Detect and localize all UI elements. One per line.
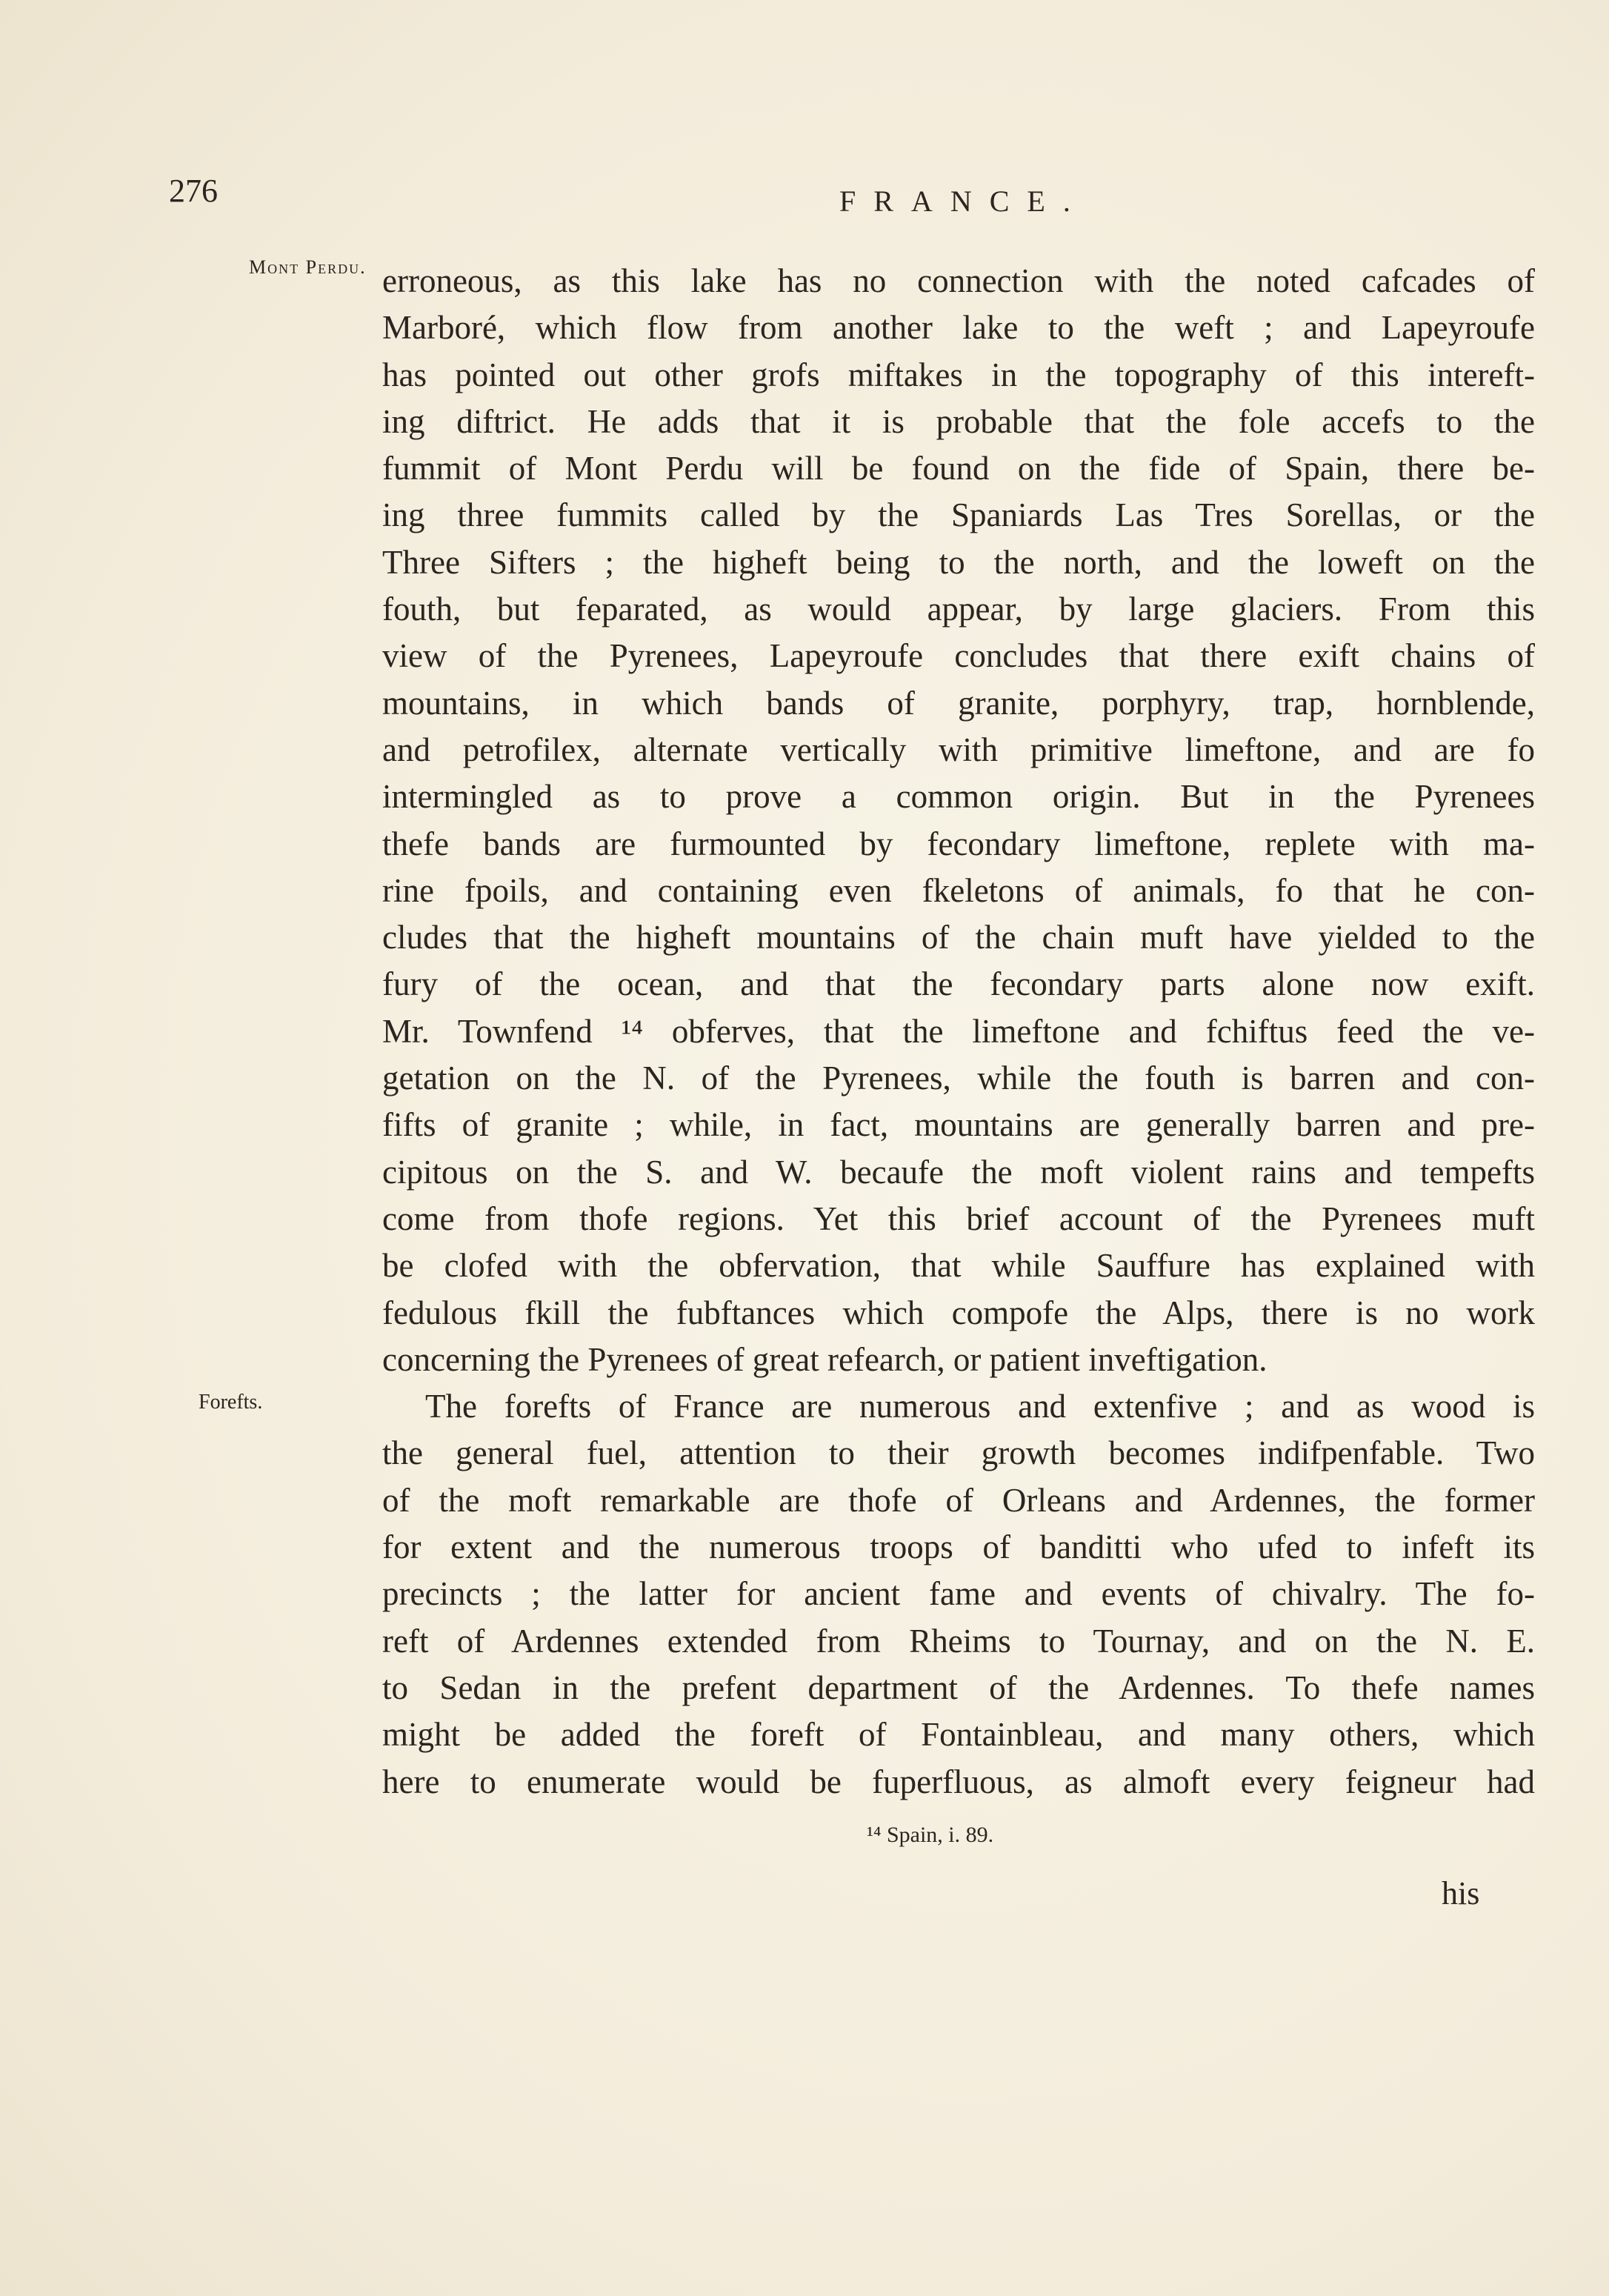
text-line: reft of Ardennes extended from Rheims to Tournay, and on the N. E. [382, 1622, 1535, 1660]
text-line: rine fpoils, and containing even fkeletons of animals, fo that he con- [382, 871, 1535, 909]
sidenote-mont-perdu: Mont Perdu. [249, 256, 367, 278]
text-line: The forefts of France are numerous and extenfive ; and as wood is [425, 1388, 1535, 1425]
body-text [382, 258, 1535, 1806]
text-line: might be added the foreft of Fontainbleau, and many others, which [382, 1716, 1535, 1754]
footnote: ¹⁴ Spain, i. 89. [867, 1823, 994, 1847]
text-line: fouth, but feparated, as would appear, by large glaciers. From this [382, 590, 1535, 628]
text-line: getation on the N. of the Pyrenees, while the fouth is barren and con- [382, 1059, 1535, 1097]
text-line: mountains, in which bands of granite, porphyry, trap, hornblende, [382, 684, 1535, 722]
text-line: has pointed out other grofs miftakes in the topography of this intereft- [382, 356, 1535, 393]
text-line: here to enumerate would be fuperfluous, as almoft every feigneur had [382, 1763, 1535, 1800]
text-line: precincts ; the latter for ancient fame and events of chivalry. The fo- [382, 1575, 1535, 1613]
text-line: be clofed with the obfervation, that while Sauffure has explained with [382, 1247, 1535, 1285]
text-line: fummit of Mont Perdu will be found on the fide of Spain, there be- [382, 450, 1535, 488]
text-line: concerning the Pyrenees of great refearch, or patient inveftigation. [382, 1340, 1267, 1378]
text-line: of the moft remarkable are thofe of Orleans and Ardennes, the former [382, 1481, 1535, 1519]
text-line: come from thofe regions. Yet this brief account of the Pyrenees muft [382, 1199, 1535, 1237]
text-line: fifts of granite ; while, in fact, mountains are generally barren and pre- [382, 1106, 1535, 1144]
text-line: Three Sifters ; the higheft being to the north, and the loweft on the [382, 543, 1535, 581]
text-line: intermingled as to prove a common origin. But in the Pyrenees [382, 778, 1535, 816]
text-line: view of the Pyrenees, Lapeyroufe concludes that there exift chains of [382, 637, 1535, 675]
catchword: his [1442, 1875, 1480, 1911]
text-line: to Sedan in the prefent department of the Ardennes. To thefe names [382, 1668, 1535, 1706]
text-line: cludes that the higheft mountains of the chain muft have yielded to the [382, 919, 1535, 956]
text-line: the general fuel, attention to their growth becomes indifpenfable. Two [382, 1434, 1535, 1472]
text-line: cipitous on the S. and W. becaufe the moft violent rains and tempefts [382, 1153, 1535, 1191]
sidenote-forests: Forefts. [199, 1391, 263, 1414]
text-line: Marboré, which flow from another lake to the weft ; and Lapeyroufe [382, 309, 1535, 347]
text-line: ing diftrict. He adds that it is probable that the fole accefs to the [382, 402, 1535, 440]
running-title: FRANCE. [839, 184, 1088, 218]
page-number: 276 [169, 173, 218, 209]
text-line: erroneous, as this lake has no connection with the noted cafcades of [382, 262, 1535, 299]
text-line: fury of the ocean, and that the fecondary parts alone now exift. [382, 965, 1535, 1003]
text-line: for extent and the numerous troops of banditti who ufed to infeft its [382, 1528, 1535, 1566]
text-line: Mr. Townfend ¹⁴ obferves, that the limeftone and fchiftus feed the ve- [382, 1012, 1535, 1050]
text-line: ing three fummits called by the Spaniards Las Tres Sorellas, or the [382, 496, 1535, 534]
text-line: thefe bands are furmounted by fecondary limeftone, replete with ma- [382, 825, 1535, 862]
text-line: fedulous fkill the fubftances which compofe the Alps, there is no work [382, 1294, 1535, 1331]
text-line: and petrofilex, alternate vertically with primitive limeftone, and are fo [382, 731, 1535, 768]
